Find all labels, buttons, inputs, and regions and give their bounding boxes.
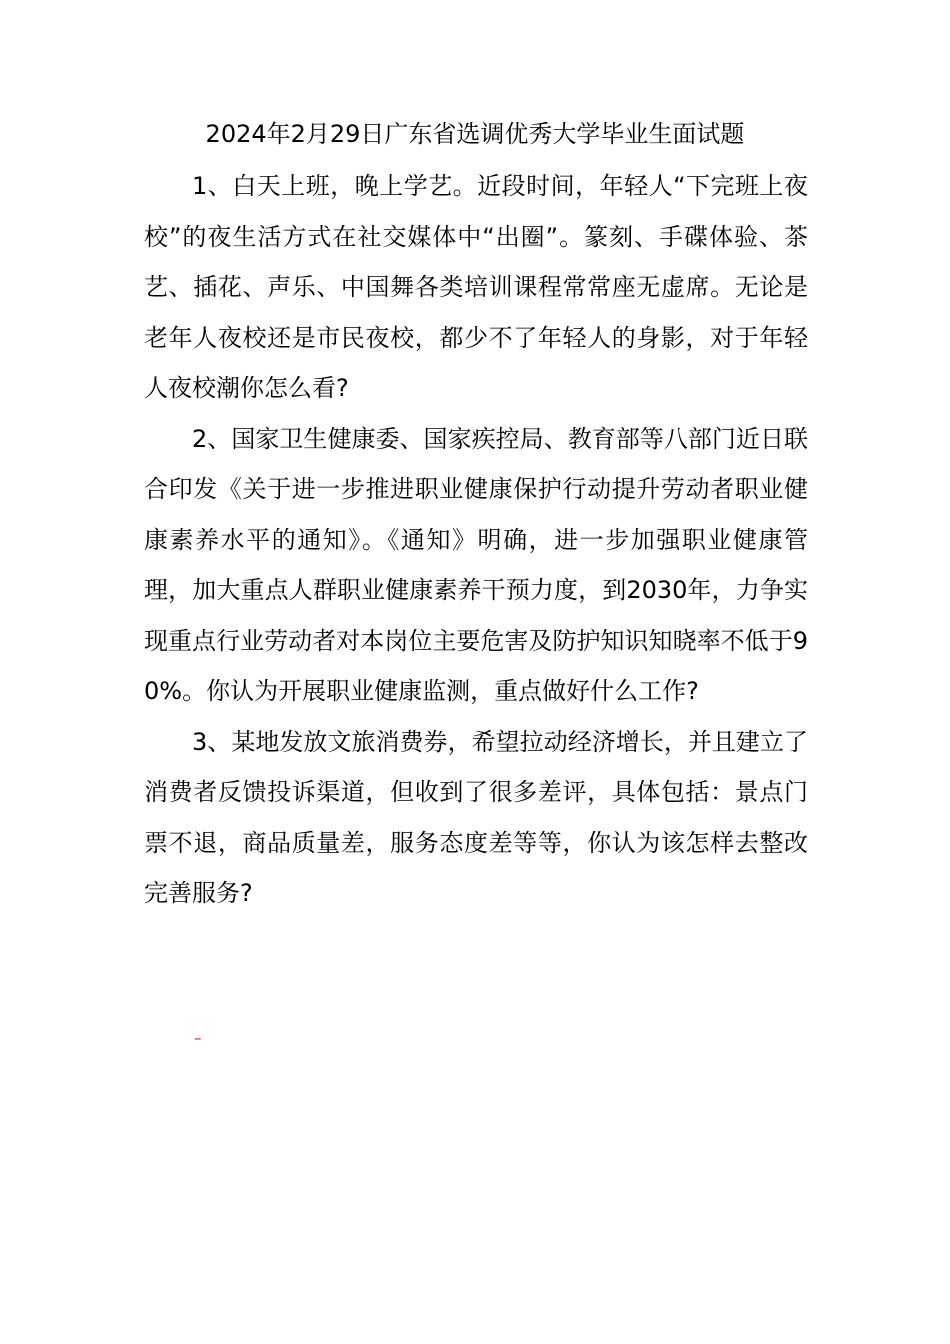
question-2: 2、国家卫生健康委、国家疾控局、教育部等八部门近日联合印发《关于进一步推进职业健康保护行动提升劳动者职业健康素养水平的通知》。《通知》明确，进一步加强职业健康管理，加大重点人群职业健康素养干预力度，到2030年，力争实现重点行业劳动者对本岗位主要危害及防护知识知晓率不低于90%。你认为开展职业健康监测，重点做好什么工作? xyxy=(144,424,808,705)
question-1: 1、白天上班，晚上学艺。近段时间，年轻人“下完班上夜校”的夜生活方式在社交媒体中“出圈”。篆刻、手碟体验、茶艺、插花、声乐、中国舞各类培训课程常常座无虚席。无论是老年人夜校还是市民夜校，都少不了年轻人的身影，对于年轻人夜校潮你怎么看? xyxy=(144,172,808,402)
question-3: 3、某地发放文旅消费券，希望拉动经济增长，并且建立了消费者反馈投诉渠道，但收到了很多差评，具体包括：景点门票不退，商品质量差，服务态度差等等，你认为该怎样去整改完善服务? xyxy=(144,727,808,907)
document-body xyxy=(144,161,808,919)
red-dash-mark: – xyxy=(194,1029,202,1047)
document-title: 2024年2月29日广东省选调优秀大学毕业生面试题 xyxy=(205,120,745,148)
